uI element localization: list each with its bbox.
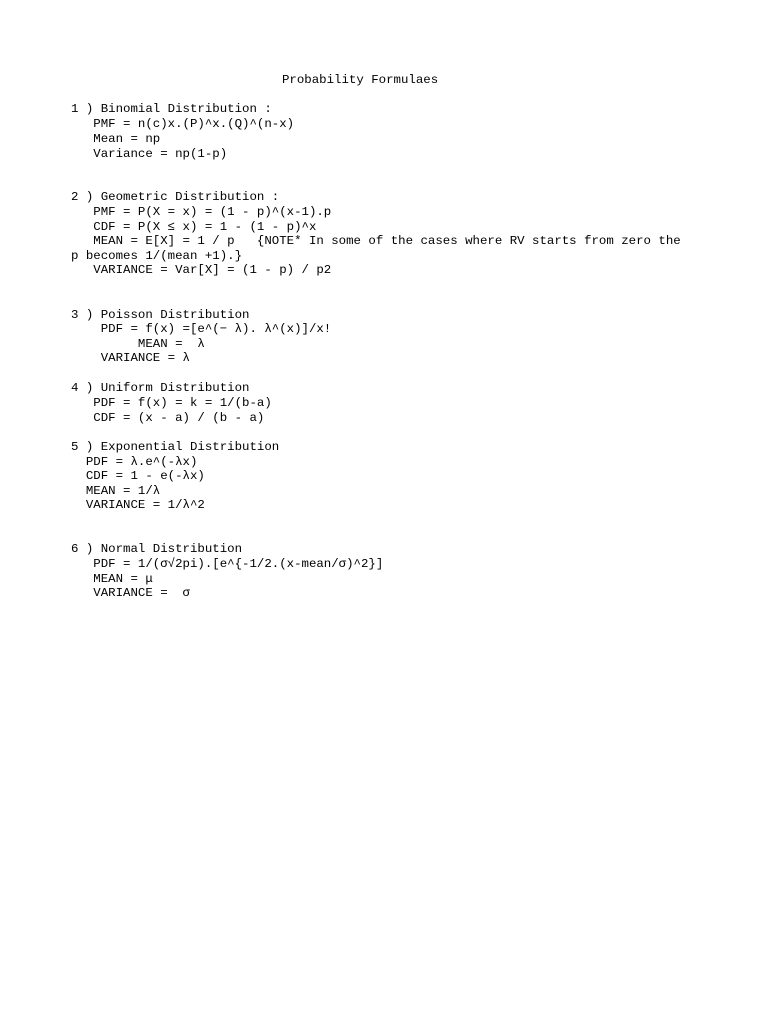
formula-line: PDF = f(x) =[e^(− λ). λ^(x)]/x! [71,322,332,336]
section-heading: 6 ) Normal Distribution [71,542,243,556]
section-heading: 5 ) Exponential Distribution [71,440,280,454]
formula-line: PMF = n(c)x.(P)^x.(Q)^(n-x) [71,117,295,131]
formula-line: MEAN = μ [71,572,153,586]
formula-line: PMF = P(X = x) = (1 - p)^(x-1).p [71,205,332,219]
formula-line: PDF = λ.e^(-λx) [71,455,198,469]
formula-line: Mean = np [71,132,161,146]
formula-line: VARIANCE = Var[X] = (1 - p) / p2 [71,263,332,277]
formula-line: VARIANCE = σ [71,586,190,600]
formula-line: p becomes 1/(mean +1).} [71,249,243,263]
section-heading: 3 ) Poisson Distribution [71,308,250,322]
formula-line: MEAN = 1/λ [71,484,161,498]
formula-line: PDF = f(x) = k = 1/(b-a) [71,396,272,410]
section-heading: 4 ) Uniform Distribution [71,381,250,395]
section-heading: 2 ) Geometric Distribution : [71,190,280,204]
formula-line: CDF = P(X ≤ x) = 1 - (1 - p)^x [71,220,317,234]
formula-line: CDF = (x - a) / (b - a) [71,411,265,425]
formula-line: MEAN = E[X] = 1 / p {NOTE* In some of the cases where RV starts from zero the [71,234,681,248]
formula-line: CDF = 1 - e(-λx) [71,469,205,483]
formula-line: PDF = 1/(σ√2pi).[e^{-1/2.(x-mean/σ)^2}] [71,557,384,571]
formula-line: MEAN = λ [71,337,205,351]
formula-line: VARIANCE = 1/λ^2 [71,498,205,512]
page-title: Probability Formulaes [282,73,439,87]
formula-line: VARIANCE = λ [71,351,190,365]
formula-line: Variance = np(1-p) [71,147,228,161]
section-heading: 1 ) Binomial Distribution : [71,102,272,116]
